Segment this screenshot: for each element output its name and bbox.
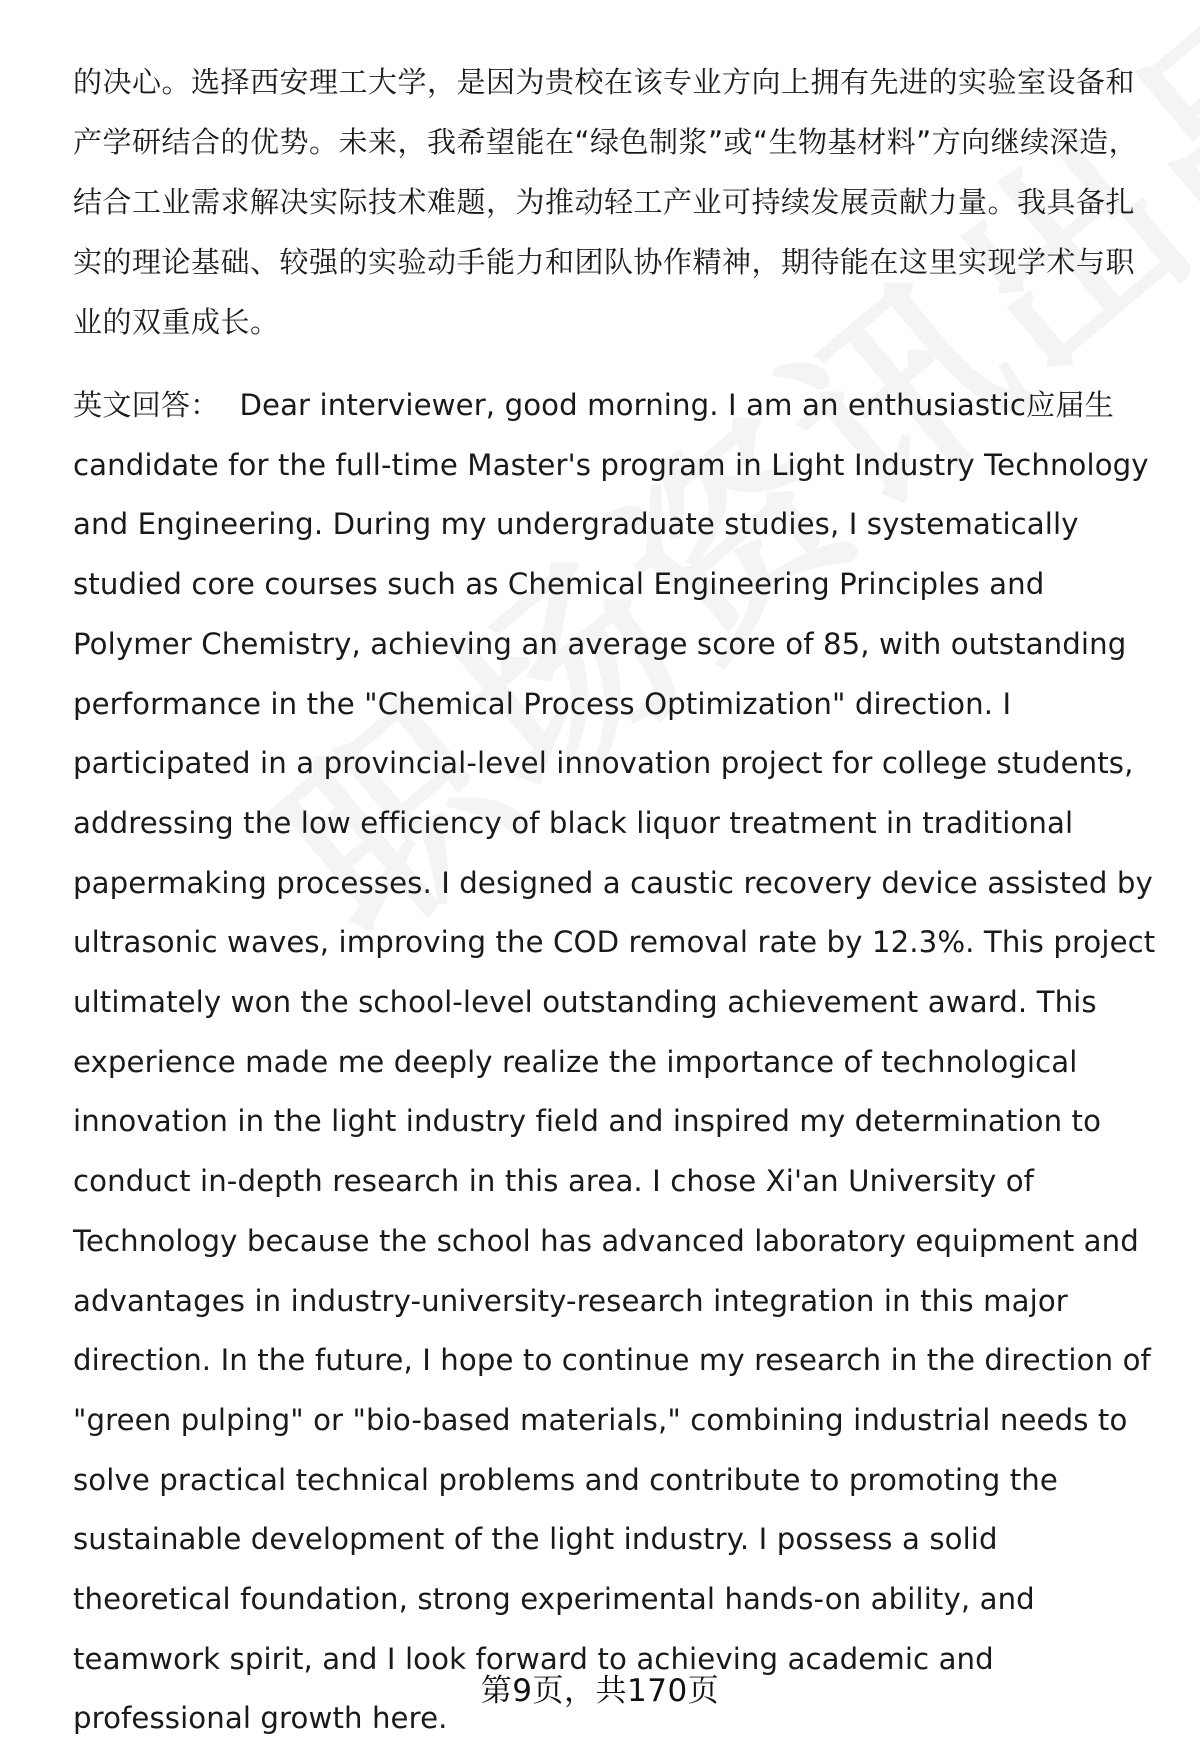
page-content (73, 52, 1163, 1749)
chinese-answer-paragraph: 的决心。选择西安理工大学，是因为贵校在该专业方向上拥有先进的实验室设备和产学研结合的优势。未来，我希望能在“绿色制浆”或“生物基材料”方向继续深造，结合工业需求解决实际技术难题，为推动轻工产业可持续发展贡献力量。我具备扎实的理论基础、较强的实验动手能力和团队协作精神，期待能在这里实现学术与职业的双重成长。 (73, 65, 1139, 339)
english-answer-paragraph (73, 376, 1163, 1749)
english-answer-label: 英文回答： (73, 388, 220, 422)
page-number: 第9页，共170页 (480, 1673, 720, 1709)
english-answer-text: Dear interviewer, good morning. I am an enthusiastic应届生 candidate for the full-time Master's program in Light Industry Technology and Engineering. During my undergraduate studies, I systematically studied core courses such as Chemical Engineering Principles and Polymer Chemistry, achieving an average score of 85, with outstanding performance in the "Chemical Process Optimization" direction. I participated in a provincial-level innovation project for college students, addressing the low efficiency of black liquor treatment in traditional papermaking processes. I designed a caustic recovery device assisted by ultrasonic waves, improving the COD removal rate by 12.3%. This project ultimately won the school-level outstanding achievement award. This experience made me deeply realize the importance of technological innovation in the light industry field and inspired my determination to conduct in-depth research in this area. I chose Xi'an University of Technology because the school has advanced laboratory equipment and advantages in industry-university-research integration in this major direction. In the future, I hope to continue my research in the direction of "green pulping" or "bio-based materials," combining industrial needs to solve practical technical problems and contribute to promoting the sustainable development of the light industry. I possess a solid theoretical foundation, strong experimental hands-on ability, and teamwork spirit, and I look forward to achieving academic and professional growth here. (73, 388, 1156, 1736)
